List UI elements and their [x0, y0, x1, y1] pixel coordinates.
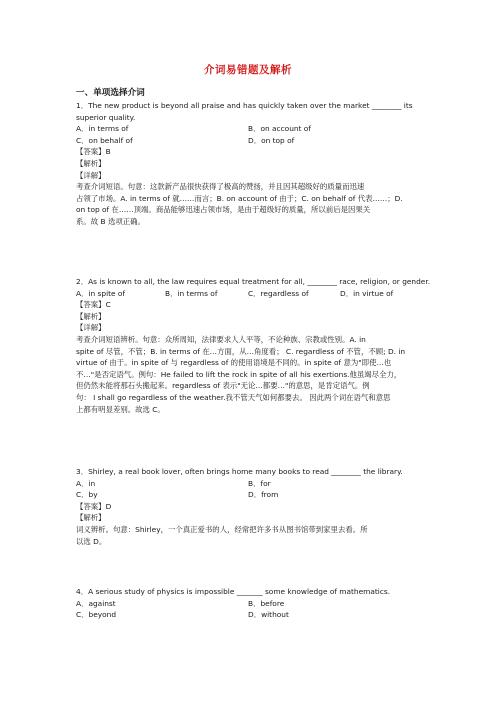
explanation-line: on top of 在……顶端。商品能够迅速占领市场，是由于超级好的质量，所以前后是因果关	[76, 205, 371, 215]
explanation-line: 系。故 B 选项正确。	[76, 216, 145, 226]
explanation-line: 以选 D。	[76, 536, 107, 546]
option-b: B．before	[248, 598, 285, 608]
option-a: A．in spite of	[76, 288, 126, 298]
explanation-line: spite of 尽管，不管；B. in terms of 在…方面，从…角度看； C. regardless of 不管，不顾; D. in	[76, 346, 406, 356]
option-a: A．against	[76, 598, 116, 608]
option-d: D．without	[248, 610, 289, 620]
option-b: B．in terms of	[165, 288, 218, 298]
question-stem: 2．As is known to all, the law requires equal treatment for all, ________ race, religion, or gender.	[76, 277, 431, 286]
option-c: C．on behalf of	[76, 135, 133, 145]
option-d: D．in virtue of	[340, 288, 394, 298]
question-2	[76, 276, 431, 415]
option-row	[76, 123, 431, 135]
option-row	[76, 288, 431, 300]
explanation-line: 上都有明显差别。故选 C。	[76, 404, 165, 414]
option-b: B．for	[248, 478, 271, 488]
option-c: C．beyond	[76, 610, 117, 620]
explanation-line: virtue of 由于。in spite of 与 regardless of 的使用语境是不同的。in spite of 意为"即使…也	[76, 358, 392, 368]
explanation-line: 不…"是否定语气。例句：He failed to lift the rock in spite of all his exertions.他虽竭尽全力，	[76, 369, 402, 379]
option-c: C．by	[76, 490, 98, 500]
question-4	[76, 586, 431, 621]
detail-label: 【详解】	[76, 323, 106, 333]
question-stem: 1．The new product is beyond all praise and has quickly taken over the market ________ its	[76, 101, 413, 110]
option-a: A．in	[76, 478, 96, 488]
explanation-line: 考查介词短语辨析。句意：众所周知，法律要求人人平等，不论种族、宗教或性别。A. in	[76, 334, 366, 344]
explanation-line: 但仍然未能将那石头搬起来。regardless of 表示"无论…都要…"的意思，是肯定语气。例	[76, 381, 370, 391]
option-row	[76, 609, 431, 621]
analysis-label: 【解析】	[76, 311, 106, 321]
answer-label: 【答案】D	[76, 501, 112, 511]
option-d: D．from	[248, 490, 279, 500]
option-row	[76, 478, 431, 490]
explanation-line: 句： I shall go regardless of the weather.我不管天气如何都要去。 因此两个词在语气和意思	[76, 392, 391, 402]
option-c: C．regardless of	[248, 288, 309, 298]
explanation-line: 词义辨析。句意：Shirley，一个真正爱书的人，经常把许多书从图书馆带到家里去看。所	[76, 524, 368, 534]
option-d: D．on top of	[248, 135, 295, 145]
answer-label: 【答案】B	[76, 147, 111, 157]
question-1	[76, 100, 431, 228]
option-b: B．on account of	[248, 124, 311, 134]
explanation-line: 占领了市场。A. in terms of 就……而言；B. on account of 由于；C. on behalf of 代表……；D.	[76, 193, 403, 203]
option-row	[76, 489, 431, 501]
question-stem: 4．A serious study of physics is impossible _______ some knowledge of mathematics.	[76, 587, 391, 596]
question-3	[76, 466, 431, 547]
document-title: 介词易错题及解析	[204, 64, 292, 76]
option-row	[76, 598, 431, 610]
answer-label: 【答案】C	[76, 300, 111, 310]
section-heading: 一、单项选择介词	[76, 88, 145, 98]
option-a: A．in terms of	[76, 124, 129, 134]
option-row	[76, 135, 431, 147]
detail-label: 【详解】	[76, 170, 106, 180]
analysis-label: 【解析】	[76, 158, 106, 168]
question-stem-continued: superior quality.	[76, 112, 136, 122]
question-stem: 3．Shirley, a real book lover, often brings home many books to read ________ the library.	[76, 467, 403, 476]
explanation-line: 考查介词短语。句意：这款新产品很快获得了极高的赞扬，并且因其超级好的质量而迅速	[76, 182, 365, 192]
analysis-label: 【解析】	[76, 513, 106, 523]
